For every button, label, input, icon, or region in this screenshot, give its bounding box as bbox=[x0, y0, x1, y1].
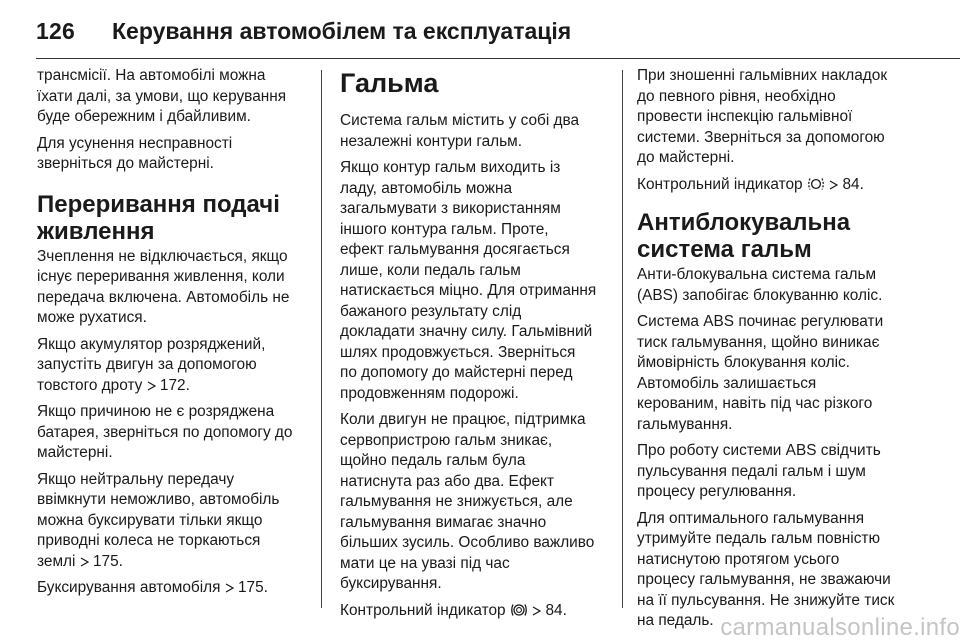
header-rule bbox=[36, 58, 960, 59]
section-heading: Гальма bbox=[340, 68, 439, 98]
paragraph: Якщо нейтральну передачу ввімкнути неможливо, автомобіль можна буксирувати тільки якщо приводні колеса не торкаються землі 175. bbox=[37, 470, 280, 570]
column-middle bbox=[340, 66, 602, 627]
column-right bbox=[637, 66, 905, 638]
page-reference-icon bbox=[80, 557, 89, 567]
paragraph: Буксирування автомобіля 175. bbox=[37, 579, 268, 596]
paragraph: Якщо акумулятор розряджений, запустіть двигун за допомогою товстого дроту 172. bbox=[37, 335, 266, 394]
brake-warning-indicator-icon bbox=[510, 602, 528, 618]
paragraph: Коли двигун не працює, підтримка сервопристрою гальм зникає, щойно педаль гальм була натиснута раз або два. Ефект гальмування не знижується, але гальмування вимагає значно більших зусиль. Особливо важливо мати це на увазі під час буксирування. bbox=[340, 411, 595, 592]
paragraph: Контрольний індикатор 84. bbox=[637, 175, 864, 193]
running-title: Керування автомобілем та експлуатація bbox=[112, 18, 572, 44]
page-reference[interactable]: 84. bbox=[842, 175, 864, 193]
column-divider bbox=[321, 70, 322, 608]
section-heading: Антиблокувальна система гальм bbox=[637, 209, 851, 263]
paragraph: Для оптимального гальмування утримуйте педаль гальм повністю натиснутою протягом усього процесу гальмування, не зважаючи на її пульсування. Не знижуйте тиск на педаль. bbox=[637, 509, 895, 629]
page-reference[interactable]: 175. bbox=[238, 579, 268, 596]
page-header bbox=[0, 0, 960, 62]
page-reference-icon bbox=[829, 180, 838, 190]
column-divider bbox=[622, 70, 623, 608]
paragraph: Контрольний індикатор 84. bbox=[340, 601, 567, 619]
paragraph: Зчеплення не відключається, якщо існує переривання живлення, коли передача включена. Автомобіль не може рухатися. bbox=[37, 247, 290, 326]
page-reference-icon bbox=[532, 606, 541, 616]
paragraph: Якщо контур гальм виходить із ладу, автомобіль можна загальмувати з використанням іншого контура гальм. Проте, ефект гальмування досягається лише, коли педаль гальм натискається міцно. Для отримання бажаного результату слід докладати значну силу. Гальмівний шлях продовжується. Зверніться по допомогу до майстерні перед продовженням подорожі. bbox=[340, 159, 597, 402]
page-reference-icon bbox=[225, 583, 234, 593]
section-heading: Переривання подачі живлення bbox=[37, 190, 280, 245]
page-reference[interactable]: 172. bbox=[159, 376, 190, 394]
paragraph: Система гальм містить у собі два незалежні контури гальм. bbox=[340, 112, 580, 150]
paragraph: трансмісії. На автомобілі можна їхати далі, за умови, що керування буде обережним і дбайливим. bbox=[37, 67, 287, 125]
paragraph: При зношенні гальмівних накладок до певного рівня, необхідно провести інспекцію гальмівної системи. Зверніться за допомогою до майстерні. bbox=[637, 67, 888, 166]
page-reference-icon bbox=[147, 381, 156, 391]
paragraph: Якщо причиною не є розряджена батарея, зверніться по допомогу до майстерні. bbox=[37, 403, 293, 461]
paragraph: Про роботу системи ABS свідчить пульсування педалі гальм і шум процесу регулювання. bbox=[637, 442, 881, 500]
paragraph: Система ABS починає регулювати тиск гальмування, щойно виникає ймовірність блокування коліс. Автомобіль залишається керованим, навіть під час різкого гальмування. bbox=[637, 313, 884, 433]
page-reference[interactable]: 175. bbox=[93, 552, 123, 570]
column-left bbox=[37, 66, 307, 605]
paragraph: Анти-блокувальна система гальм (ABS) запобігає блокуванню коліс. bbox=[637, 266, 883, 304]
paragraph: Для усунення несправності зверніться до майстерні. bbox=[37, 134, 233, 172]
brake-pad-wear-indicator-icon bbox=[807, 176, 825, 192]
page-reference[interactable]: 84. bbox=[545, 601, 567, 619]
watermark: carmanualsonline.info bbox=[720, 614, 960, 641]
page-number: 126 bbox=[36, 18, 75, 44]
